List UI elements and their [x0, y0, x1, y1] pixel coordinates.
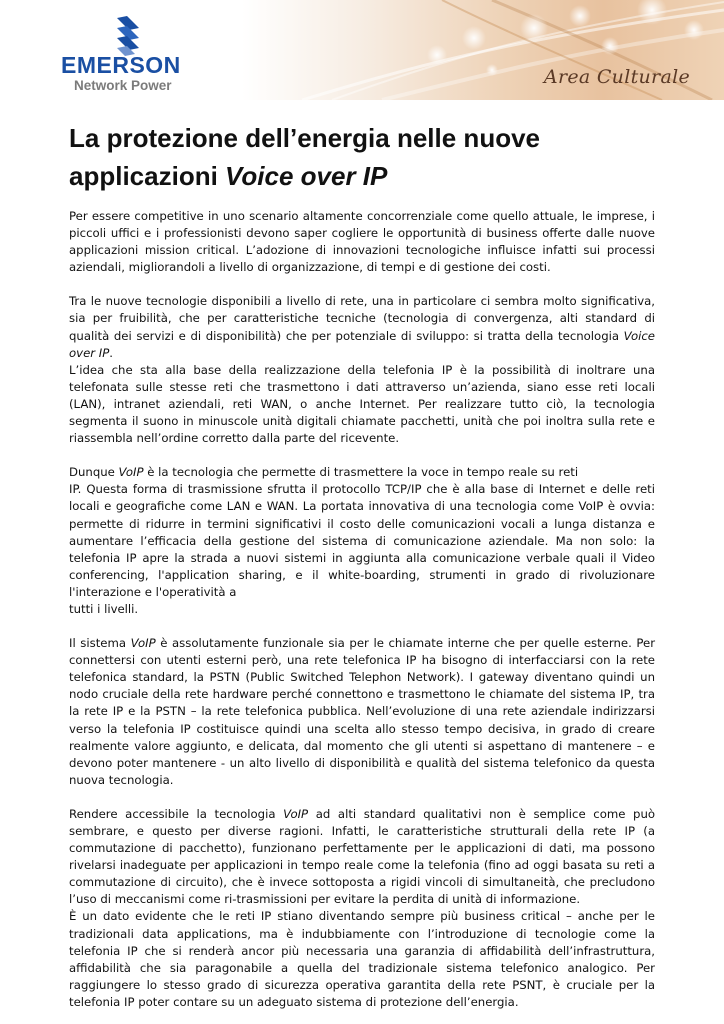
paragraph-4 [69, 464, 655, 618]
paragraph-6 [69, 806, 655, 909]
paragraph-2-end: . [109, 345, 113, 360]
paragraph-4-emphasis: VoIP [118, 465, 144, 480]
paragraph-4-line-1: è la tecnologia che permette di trasmettere la voce in tempo reale su reti [143, 465, 579, 480]
paragraph-4-start: Dunque [69, 465, 119, 480]
paragraph-6-start: Rendere accessibile la tecnologia [69, 806, 284, 821]
paragraph-4-tail: tutti i livelli. [69, 601, 139, 616]
paragraph-6-emphasis: VoIP [283, 806, 309, 821]
paragraph-7: È un dato evidente che le reti IP stiano diventando sempre più business critical – anche per le tradizionali data applications, ma è indubbiamente con l’introduzione di tecnologie come la telefonia IP che si renderà ancor più necessaria una garanzia di affidabilità dell’infrastruttura, affidabilità che sia paragonabile a quella del tradizionale sistema telefonico analogico. Per raggiungere lo stesso grado di sicurezza operativa garantita della rete PSNT, è cruciale per la telefonia IP poter contare su un adeguato sistema di protezione dell’energia. [69, 909, 655, 1009]
paragraph-5-emphasis: VoIP [130, 636, 156, 651]
paragraph-5 [69, 635, 655, 789]
paragraph-1: Per essere competitive in uno scenario altamente concorrenziale come quello attuale, le imprese, i piccoli uffici e i professionisti devono saper cogliere le opportunità di business offerte dalle nuove applicazioni mission critical. L’adozione di innovazioni tecnologiche influisce infatti sui processi aziendali, migliorandoli a livello di organizzazione, di tempi e di gestione dei costi. [69, 209, 655, 275]
paragraph-2-text: Tra le nuove tecnologie disponibili a livello di rete, una in particolare ci sembra molto significativa, sia per fruibilità, che per caratteristiche tecniche (tecnologia di convergenza, alti standard di qualità dei servizi e di disponibilità) che per potenziale di sviluppo: si tratta della tecnologia [69, 294, 655, 343]
article-title [69, 119, 669, 195]
title-line-2-prefix: applicazioni [69, 161, 226, 191]
paragraph-2 [69, 293, 655, 361]
paragraph-2-emphasis: Voice over IP [69, 328, 655, 360]
logo-name: EMERSON [61, 52, 181, 78]
paragraph-5-rest: è assolutamente funzionale sia per le chiamate interne che per quelle esterne. Per connettersi con utenti esterni però, una rete telefonica IP ha bisogno di interfacciarsi con la rete telefonica standard, la PSTN (Public Switched Telephon Network). I gateway diventano quindi un nodo cruciale della rete hardware perché connettono e trasmettono le chiamate del sistema IP, tra la rete IP e la PSTN – la rete telefonica pubblica. Nell’evoluzione di una rete aziendale indirizzarsi verso la telefonia IP costituisce quindi una scelta allo stesso tempo decisiva, in grado di creare realmente valore aggiunto, e delicata, dal momento che gli utenti si aspettano di mantenere – e devono poter mantenere - un alto livello di disponibilità e qualità del sistema telefonico da questa nuova tecnologia. [69, 636, 656, 787]
header-banner [242, 0, 724, 100]
article-body [69, 208, 655, 1011]
page-header [0, 0, 724, 100]
paragraph-5-start: Il sistema [69, 636, 131, 651]
logo-subtitle: Network Power [74, 78, 172, 93]
title-line-1: La protezione dell’energia nelle nuove [69, 123, 540, 153]
banner-label: Area Culturale [543, 66, 690, 88]
paragraph-6-rest: ad alti standard qualitativi non è semplice come può sembrare, e questo per diverse ragioni. Infatti, le caratteristiche strutturali della rete IP (a commutazione di pacchetto), funzionano perfettamente per le applicazioni di dati, ma possono rivelarsi inadeguate per applicazioni in tempo reale come la telefonia (fino ad oggi basata su reti a commutazione di circuito), che è invece sottoposta a rigidi vincoli di simultaneità, che precludono l’uso di meccanismi come ri-trasmissioni per evitare la perdita di unità di informazione. [69, 806, 656, 907]
paragraph-3: L’idea che sta alla base della realizzazione della telefonia IP è la possibilità di inoltrare una telefonata sulle stesse reti che trasmettono i dati attraverso un’azienda, siano esse reti locali (LAN), intranet aziendali, reti WAN, o anche Internet. Per realizzare tutto ciò, la tecnologia segmenta il suono in minuscole unità digitali chiamate pacchetti, unità che poi inoltra sulla rete e riassembla nell’ordine corretto dalla parte del ricevente. [69, 362, 655, 446]
paragraph-4-body: IP. Questa forma di trasmissione sfrutta il protocollo TCP/IP che è alla base di Internet e delle reti locali e geografiche come LAN e WAN. La portata innovativa di una tecnologia come VoIP è ovvia: permette di ridurre in termini significativi il costo delle comunicazioni vocali a lunga distanza e aumentare l’efficacia della gestione del sistema di comunicazione aziendale. Ma non solo: la telefonia IP apre la strada a nuovi sistemi in aggiunta alla comunicazione verbale quali il Video conferencing, l'application sharing, e il white-boarding, strumenti in grado di rivoluzionare l'interazione e l'operatività a [69, 482, 655, 599]
title-line-2-emphasis: Voice over IP [225, 161, 388, 191]
